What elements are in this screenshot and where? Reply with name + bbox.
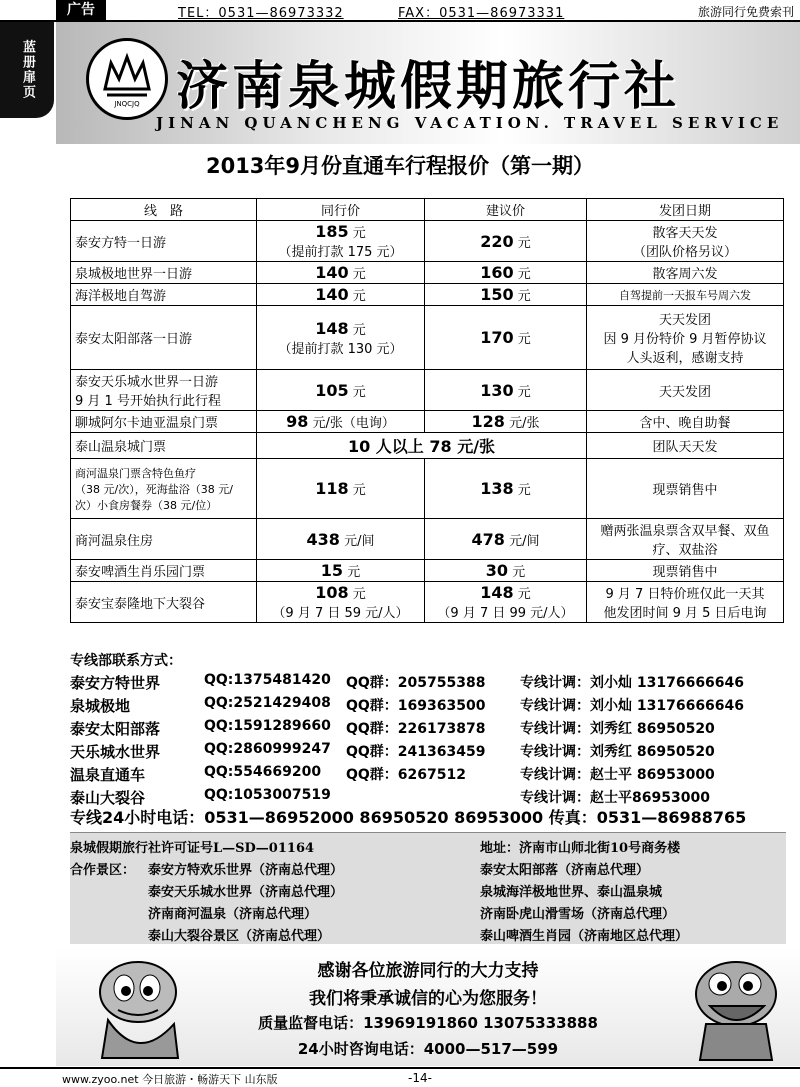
peer-unit: 元	[352, 322, 366, 338]
dragon-mascot-icon	[680, 954, 792, 1064]
thank-you-panel	[56, 948, 800, 1066]
route-cell: 泉城极地世界一日游	[71, 262, 257, 284]
contact-row	[70, 695, 786, 718]
table-row	[71, 411, 784, 433]
suggested-price: 170	[480, 328, 514, 347]
partners-label: 合作景区：	[70, 863, 136, 878]
departure-cell: 天天发团	[587, 370, 784, 411]
qq-number: QQ:1053007519	[204, 787, 331, 803]
peer-unit: 元	[352, 226, 366, 241]
partner-item: 泰安方特欢乐世界（济南总代理）	[148, 863, 344, 878]
table-row	[71, 284, 784, 306]
qq-number: QQ:2521429408	[204, 695, 331, 711]
peer-price: 15	[320, 561, 344, 580]
page-title: 2013年9月份直通车行程报价（第一期）	[205, 154, 595, 178]
suggested-price: 478	[471, 529, 505, 549]
peer-price: 105	[315, 380, 349, 400]
index-note: 旅游同行免费索刊	[697, 5, 794, 19]
col-departure: 发团日期	[587, 199, 784, 221]
peer-price-cell	[257, 284, 425, 306]
fax: FAX：0531—86973331	[398, 6, 565, 21]
peer-price-cell	[257, 370, 425, 411]
peer-unit: 元	[352, 384, 366, 400]
table-header	[71, 199, 784, 221]
suggested-unit: 元	[517, 384, 531, 400]
departure-cell: 现票销售中	[587, 560, 784, 582]
suggested-unit: 元	[517, 267, 531, 282]
departure-cell: 9 月 7 日特价班仅此一天其 他发团时间 9 月 5 日后电询	[587, 582, 784, 623]
partner-item: 泰安太阳部落（济南总代理）	[480, 863, 650, 878]
staff-contact: 专线计调：赵士平86953000	[520, 790, 710, 806]
peer-note: （提前打款 175 元）	[278, 245, 403, 260]
qq-group: QQ群：226173878	[346, 721, 486, 737]
line-name: 泉城极地	[70, 697, 131, 715]
suggested-price: 160	[480, 263, 514, 282]
address: 地址：济南市山师北街10号商务楼	[480, 841, 681, 856]
qq-group: QQ群：169363500	[346, 698, 486, 714]
route-cell: 泰安天乐城水世界一日游 9 月 1 号开始执行此行程	[71, 370, 257, 411]
peer-price: 148	[315, 318, 349, 338]
svg-text:JNQCJQ: JNQCJQ	[114, 100, 140, 108]
quality-phone: 质量监督电话：13969191860 13075333888	[258, 1014, 598, 1032]
route-cell: 泰安啤酒生肖乐园门票	[71, 560, 257, 582]
peer-unit: 元/张（电询）	[312, 416, 395, 431]
suggested-price-cell	[425, 370, 587, 411]
col-suggested-price: 建议价	[425, 199, 587, 221]
table-row	[71, 560, 784, 582]
table-row	[71, 370, 784, 411]
peer-unit: 元/间	[344, 533, 375, 549]
peer-unit: 元	[352, 587, 366, 602]
line-name: 天乐城水世界	[70, 743, 161, 761]
col-peer-price: 同行价	[257, 199, 425, 221]
qq-number: QQ:1591289660	[204, 718, 331, 734]
route-cell: 商河温泉住房	[71, 519, 257, 560]
licence-panel	[70, 832, 786, 944]
suggested-price-cell	[425, 306, 587, 370]
route-cell: 海洋极地自驾游	[71, 284, 257, 306]
suggested-price: 220	[480, 231, 514, 251]
table-row	[71, 519, 784, 560]
suggested-price: 150	[480, 285, 514, 304]
line-name: 泰安方特世界	[70, 674, 161, 692]
suggested-price-cell	[425, 582, 587, 623]
peer-unit: 元	[352, 267, 366, 282]
line-name: 泰安太阳部落	[70, 720, 161, 738]
staff-contact: 专线计调：刘秀红 86950520	[520, 744, 715, 760]
partner-item: 济南卧虎山滑雪场（济南总代理）	[480, 907, 676, 922]
qq-number: QQ:1375481420	[204, 672, 331, 688]
peer-price-cell	[257, 411, 425, 433]
departure-cell: 散客天天发 （团队价格另议）	[587, 221, 784, 262]
peer-note: （9 月 7 日 59 元/人）	[272, 606, 409, 621]
website: www.zyoo.net 今日旅游・畅游天下 山东版	[62, 1073, 278, 1086]
partner-item: 泉城海洋极地世界、泰山温泉城	[480, 885, 663, 900]
merged-price-cell	[257, 433, 587, 459]
line-name: 温泉直通车	[70, 766, 146, 784]
suggested-price: 130	[480, 380, 514, 400]
dinosaur-mascot-icon	[78, 954, 198, 1064]
promise-line: 我们将秉承诚信的心为您服务！	[309, 989, 547, 1009]
peer-price-cell	[257, 582, 425, 623]
peer-price: 140	[315, 285, 349, 304]
suggested-unit: 元	[517, 332, 531, 347]
line-name: 泰山大裂谷	[70, 789, 146, 807]
table-row	[71, 262, 784, 284]
departure-cell: 散客周六发	[587, 262, 784, 284]
top-bar	[0, 0, 800, 22]
hotline: 专线24小时电话：0531—86952000 86950520 86953000 传真：0531—86988765	[70, 808, 747, 827]
departure-cell: 团队天天发	[587, 433, 784, 459]
suggested-price-cell	[425, 560, 587, 582]
suggested-price-cell	[425, 262, 587, 284]
suggested-price: 148	[480, 583, 514, 602]
peer-price: 98	[286, 412, 309, 431]
contact-row	[70, 764, 786, 787]
peer-price: 438	[306, 529, 340, 549]
staff-contact: 专线计调：刘小灿 13176666646	[520, 675, 745, 691]
peer-price-cell	[257, 560, 425, 582]
ad-tag: 广告	[56, 0, 106, 20]
peer-price-cell	[257, 459, 425, 519]
suggested-price-cell	[425, 411, 587, 433]
peer-price: 185	[315, 222, 349, 241]
partner-item: 泰山啤酒生肖园（济南地区总代理）	[480, 929, 689, 944]
suggested-price-cell	[425, 284, 587, 306]
suggested-unit: 元	[517, 289, 531, 304]
header-banner	[56, 22, 800, 144]
peer-unit: 元	[347, 565, 361, 580]
suggested-price: 128	[471, 412, 505, 431]
contact-heading: 专线部联系方式：	[70, 653, 182, 669]
departure-cell: 赠两张温泉票含双早餐、双鱼 疗、双盐浴	[587, 519, 784, 560]
route-cell: 泰安方特一日游	[71, 221, 257, 262]
suggested-price-cell	[425, 459, 587, 519]
route-cell: 商河温泉门票含特色鱼疗 （38 元/次），死海盐浴（38 元/ 次）小食房餐券（38 元/位）	[71, 459, 257, 519]
peer-unit: 元	[352, 483, 366, 498]
col-route: 线 路	[71, 199, 257, 221]
table-row	[71, 306, 784, 370]
consult-phone: 24小时咨询电话：4000—517—599	[297, 1040, 559, 1058]
peer-price-cell	[257, 306, 425, 370]
page-number: -14-	[408, 1071, 432, 1085]
route-cell: 泰安宝泰隆地下大裂谷	[71, 582, 257, 623]
table-row	[71, 221, 784, 262]
table-row	[71, 582, 784, 623]
suggested-price: 138	[480, 479, 514, 498]
partner-item: 泰安天乐城水世界（济南总代理）	[148, 885, 344, 900]
qq-group: QQ群：241363459	[346, 744, 486, 760]
departure-cell: 含中、晚自助餐	[587, 411, 784, 433]
table-row	[71, 433, 784, 459]
table-row	[71, 459, 784, 519]
peer-price-cell	[257, 262, 425, 284]
peer-price: 108	[315, 583, 349, 602]
permit-number: 泉城假期旅行社许可证号L—SD—01164	[70, 841, 315, 856]
suggested-unit: 元	[512, 565, 526, 580]
contact-section	[70, 650, 786, 810]
qq-group: QQ群：205755388	[346, 675, 486, 691]
brand-name: 济南泉城假期旅行社	[176, 56, 681, 117]
qq-number: QQ:554669200	[204, 764, 322, 780]
staff-contact: 专线计调：刘小灿 13176666646	[520, 698, 745, 714]
price-table	[70, 198, 784, 623]
contact-row	[70, 672, 786, 695]
merged-price: 10 人以上 78 元/张	[347, 437, 496, 456]
suggested-price-cell	[425, 519, 587, 560]
suggested-unit: 元	[517, 235, 531, 251]
route-cell: 泰山温泉城门票	[71, 433, 257, 459]
section-tab: 蓝册扉页	[0, 22, 54, 118]
route-cell: 泰安太阳部落一日游	[71, 306, 257, 370]
qq-group: QQ群：6267512	[346, 767, 466, 783]
peer-price: 140	[315, 263, 349, 282]
suggested-unit: 元/张	[509, 416, 540, 431]
contact-row	[70, 718, 786, 741]
suggested-unit: 元	[517, 483, 531, 498]
agency-logo	[86, 38, 168, 120]
route-cell: 聊城阿尔卡迪亚温泉门票	[71, 411, 257, 433]
peer-price: 118	[315, 479, 349, 498]
staff-contact: 专线计调：赵士平 86953000	[520, 767, 715, 783]
peer-note: （提前打款 130 元）	[278, 341, 403, 357]
departure-cell: 现票销售中	[587, 459, 784, 519]
suggested-unit: 元/间	[509, 533, 540, 549]
qq-number: QQ:2860999247	[204, 741, 331, 757]
partner-item: 泰山大裂谷景区（济南总代理）	[148, 929, 331, 944]
telephone: TEL：0531—86973332	[178, 6, 344, 21]
partner-item: 济南商河温泉（济南总代理）	[148, 907, 318, 922]
contact-row	[70, 741, 786, 764]
suggested-price: 30	[485, 561, 509, 580]
peer-price-cell	[257, 221, 425, 262]
suggested-price-cell	[425, 221, 587, 262]
suggested-unit: 元	[517, 587, 531, 602]
brand-english: JINAN QUANCHENG VACATION. TRAVEL SERVICE	[156, 114, 784, 132]
departure-cell: 自驾提前一天报车号周六发	[587, 284, 784, 306]
peer-unit: 元	[352, 289, 366, 304]
thanks-line: 感谢各位旅游同行的大力支持	[317, 961, 539, 981]
staff-contact: 专线计调：刘秀红 86950520	[520, 721, 715, 737]
suggested-note: （9 月 7 日 99 元/人）	[437, 606, 574, 621]
peer-price-cell	[257, 519, 425, 560]
bottom-bar	[0, 1067, 800, 1086]
departure-cell: 天天发团 因 9 月份特价 9 月暂停协议 人头返利，感谢支持	[587, 306, 784, 370]
crown-logo-icon	[97, 49, 157, 109]
